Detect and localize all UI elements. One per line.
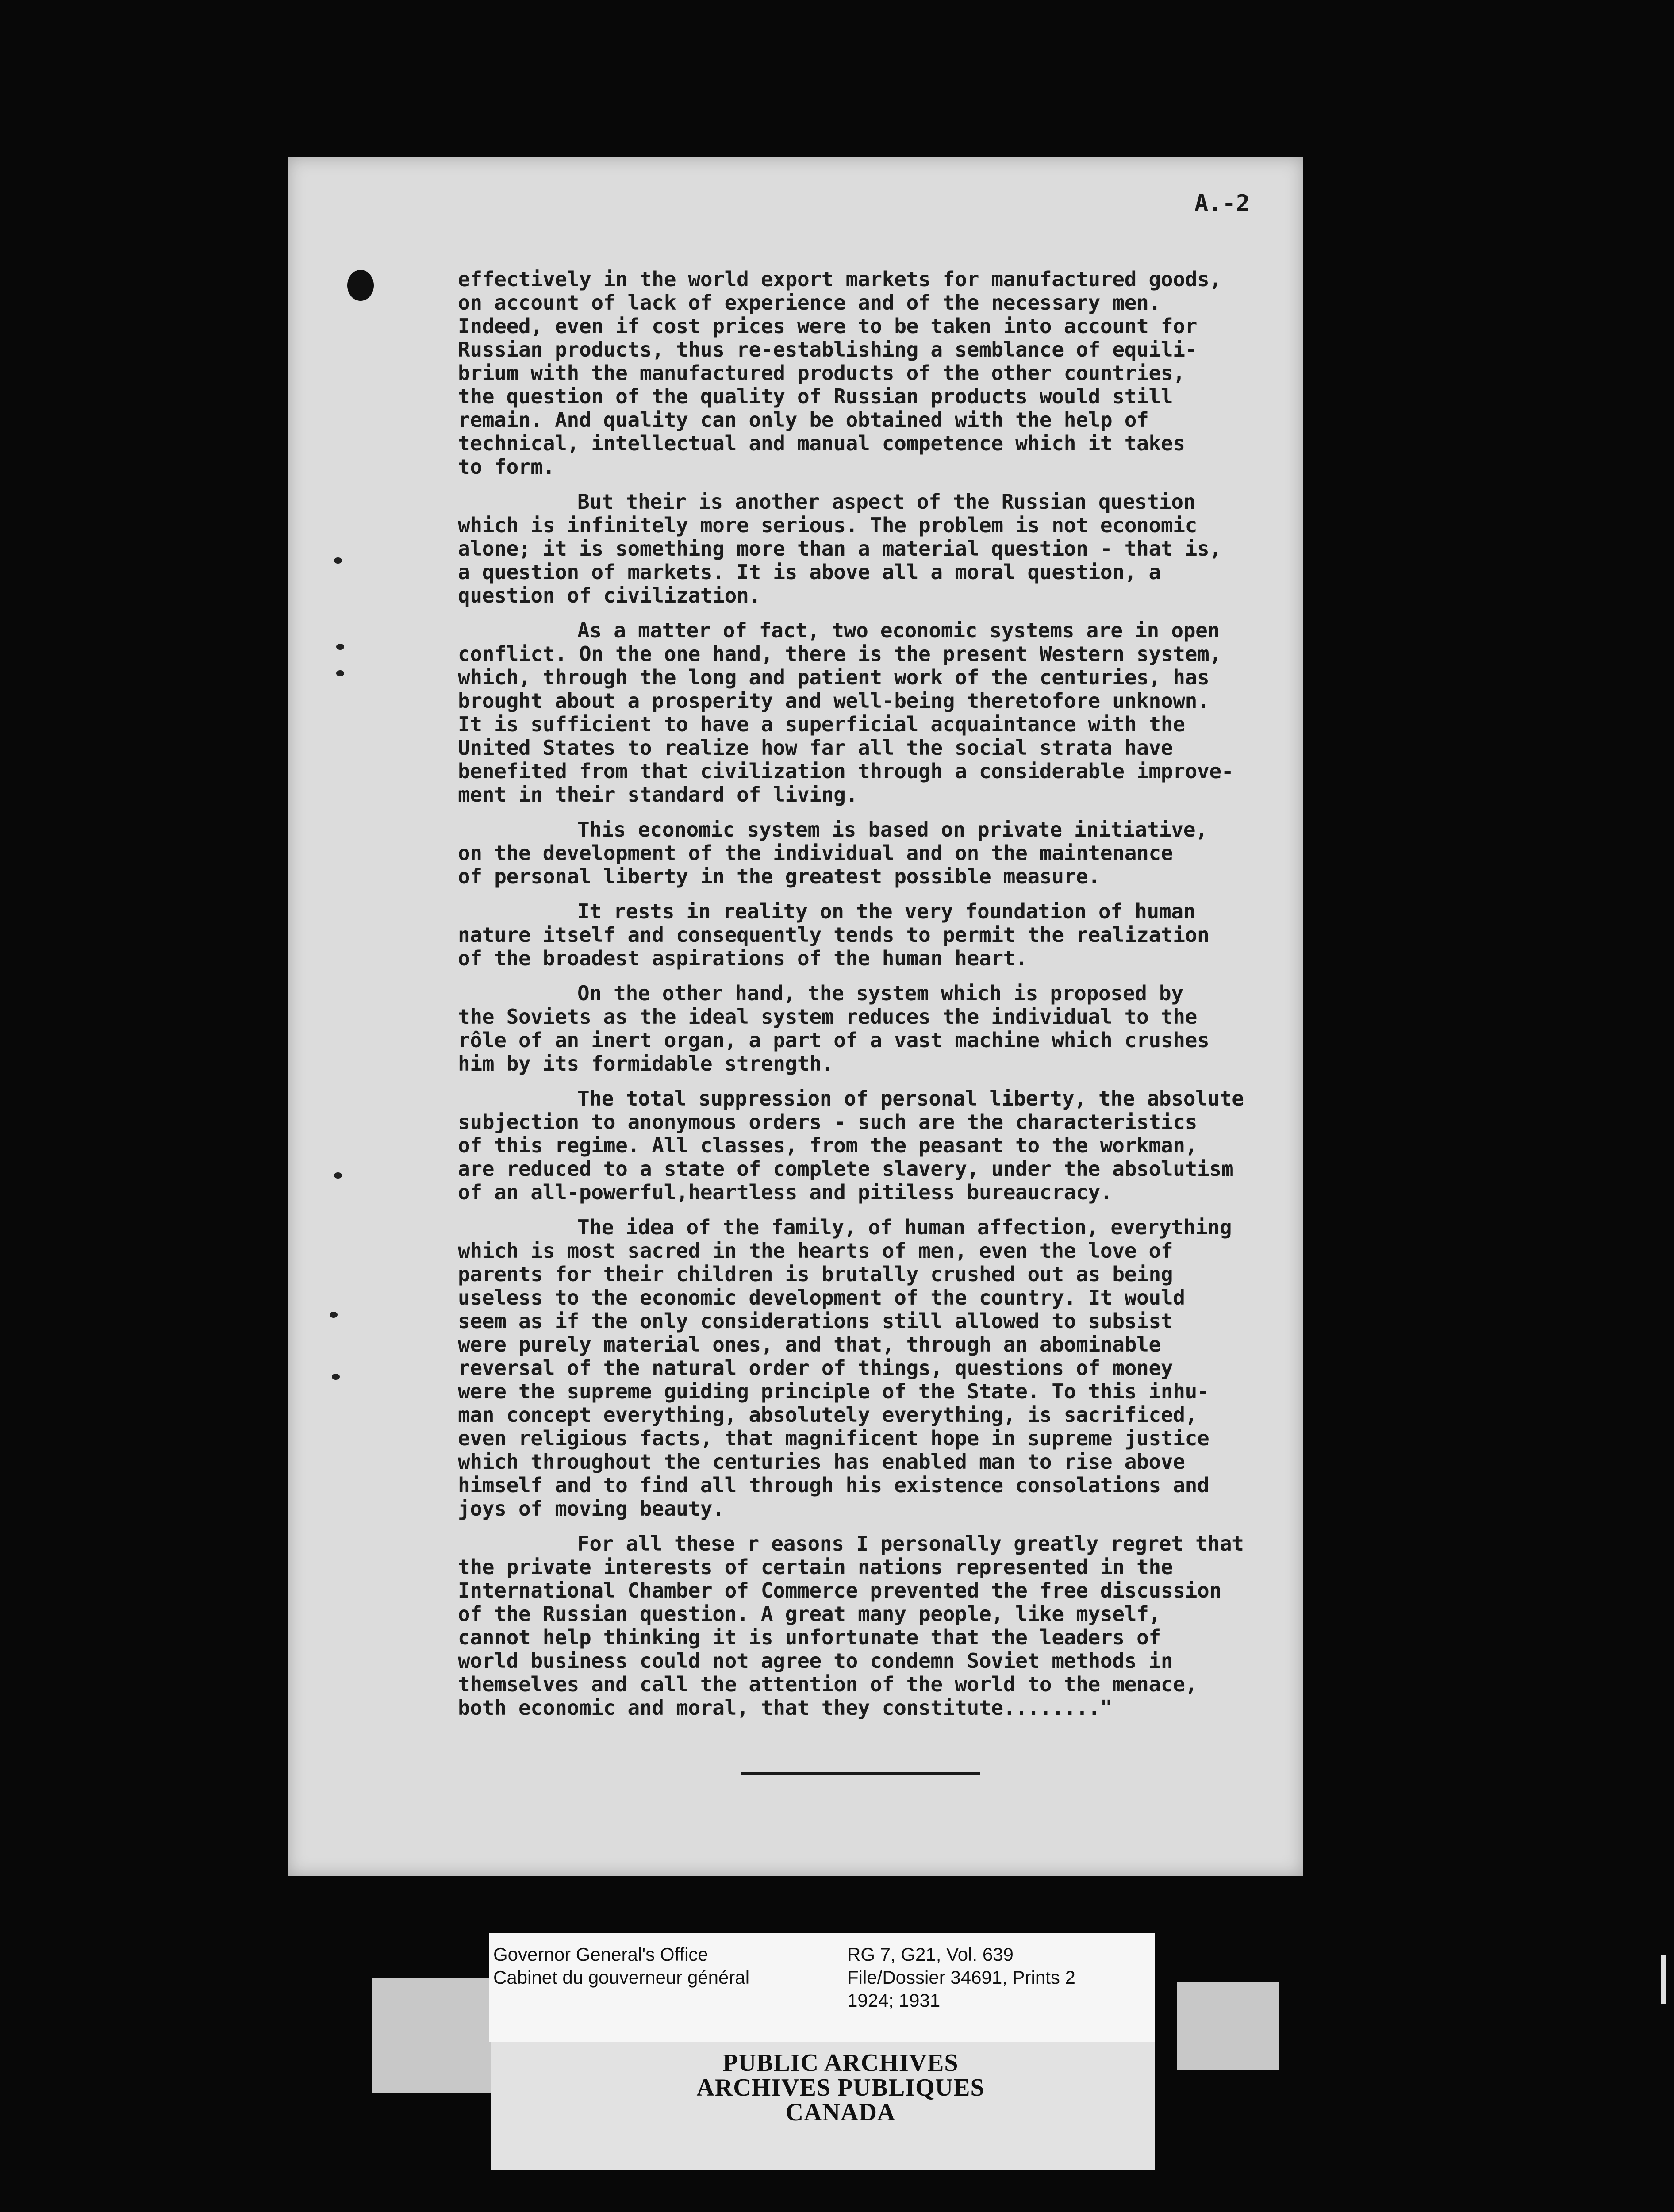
binding-mark xyxy=(332,1374,340,1380)
body-text xyxy=(458,268,1298,1731)
paragraph: For all these r easons I personally greatly regret that the private interests of certain nations represented in the International Chamber of Commerce prevented the free discussion of the Russian question. A great many people, like myself, cannot help thinking it is unfortunate that the leaders of world business could not agree to condemn Soviet methods in themselves and call the attention of the world to the menace, both economic and moral, that they constitute........" xyxy=(458,1532,1244,1720)
label-backing-right xyxy=(1177,1982,1279,2070)
paragraph: It rests in reality on the very foundation of human nature itself and consequently tends to permit the realization of the broadest aspirations of the human heart. xyxy=(458,899,1209,970)
paragraph: On the other hand, the system which is proposed by the Soviets as the ideal system reduces the individual to the rôle of an inert organ, a part of a vast machine which crushes him by its formidable strength. xyxy=(458,981,1209,1075)
page-number: A.-2 xyxy=(1194,190,1250,217)
file-dossier: File/Dossier 34691, Prints 2 xyxy=(847,1967,1075,1988)
label-office xyxy=(493,1943,749,1989)
punch-hole xyxy=(347,270,374,301)
binding-mark xyxy=(334,557,342,564)
paragraph: The total suppression of personal liberty, the absolute subjection to anonymous orders - such are the characteristics of this regime. All classes, from the peasant to the workman, are reduced to a state of complete slavery, under the absolutism of an all-powerful,heartless and pitiless bureaucracy. xyxy=(458,1087,1244,1204)
office-french: Cabinet du gouverneur général xyxy=(493,1967,750,1988)
stamp-line-2: ARCHIVES PUBLIQUES xyxy=(696,2074,985,2101)
label-reference xyxy=(847,1943,1075,2012)
binding-mark xyxy=(336,670,344,676)
archive-label xyxy=(489,1933,1155,2042)
typewritten-page xyxy=(288,157,1303,1876)
office-english: Governor General's Office xyxy=(493,1944,708,1965)
stamp-line-3: CANADA xyxy=(785,2099,896,2126)
paragraph: The idea of the family, of human affection, everything which is most sacred in the hearts of men, even the love of parents for their children is brutally crushed out as being useless to the economic development of the country. It would seem as if the only considerations still allowed to subsist were purely material ones, and that, through an abominable reversal of the natural order of things, questions of money were the supreme guiding principle of the State. To this inhu- man concept everything, absolutely everything, is sacrificed, even religious facts, that magnificent hope in supreme justice which throughout the centuries has enabled man to rise above himself and to find all through his existence consolations and joys of moving beauty. xyxy=(458,1215,1232,1521)
stamp-line-1: PUBLIC ARCHIVES xyxy=(722,2049,959,2077)
paragraph: As a matter of fact, two economic systems are in open conflict. On the one hand, there is the present Western system, which, through the long and patient work of the centuries, has brought about a prosperity and well-being theretofore unknown. It is sufficient to have a superficial acquaintance with the United States to realize how far all the social strata have benefited from that civilization through a considerable improve- ment in their standard of living. xyxy=(458,618,1234,806)
paragraph: effectively in the world export markets for manufactured goods, on account of lack of experience and of the necessary men. Indeed, even if cost prices were to be taken into account for Russian products, thus re-establishing a semblance of equili- brium with the manufactured products of the other countries, the question of the quality of Russian products would still remain. And quality can only be obtained with the help of technical, intellectual and manual competence which it takes to form. xyxy=(458,267,1221,479)
closing-rule xyxy=(741,1772,980,1775)
paragraph: This economic system is based on private initiative, on the development of the individual and on the maintenance of personal liberty in the greatest possible measure. xyxy=(458,818,1208,888)
years: 1924; 1931 xyxy=(847,1990,941,2011)
binding-mark xyxy=(334,1172,342,1179)
film-edge-mark xyxy=(1661,1955,1666,2004)
record-group: RG 7, G21, Vol. 639 xyxy=(847,1944,1014,1965)
archives-stamp xyxy=(664,2051,1017,2125)
binding-mark xyxy=(336,644,344,650)
paragraph: But their is another aspect of the Russian question which is infinitely more serious. The problem is not economic alone; it is something more than a material question - that is, a question of markets. It is above all a moral question, a question of civilization. xyxy=(458,490,1221,607)
label-backing-left xyxy=(372,1978,495,2093)
binding-mark xyxy=(330,1312,338,1318)
